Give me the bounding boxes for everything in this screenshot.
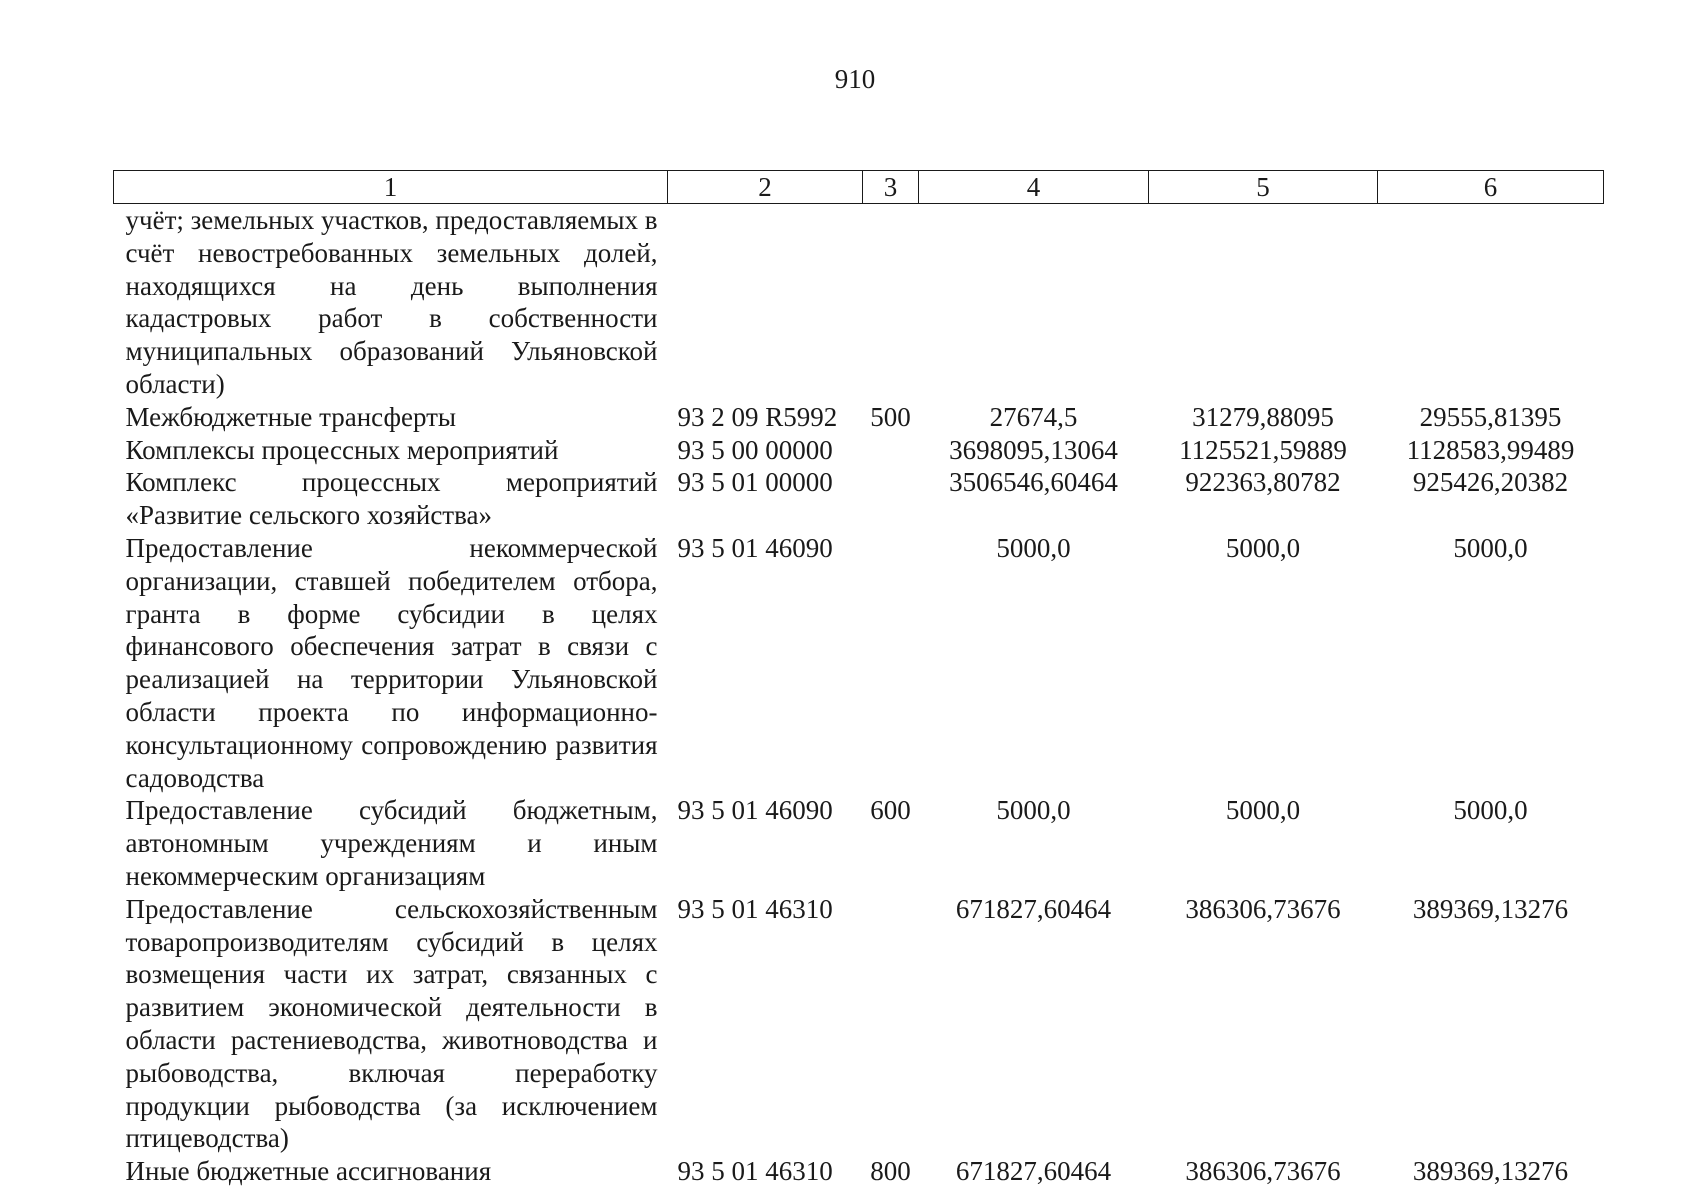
table-row (114, 434, 1604, 467)
row-value-6: 5000,0 (1453, 795, 1528, 826)
row-expense-type (863, 434, 919, 467)
row-code: 93 5 01 46310 (677, 893, 833, 924)
row-value-5: 922363,80782 (1185, 467, 1341, 498)
header-row (114, 171, 1604, 204)
row-expense-type (863, 893, 919, 1155)
row-expense-type: 500 (870, 401, 911, 432)
row-expense-type (863, 532, 919, 794)
row-value-6: 925426,20382 (1412, 467, 1569, 498)
table-row (114, 204, 1604, 401)
row-value-4 (919, 204, 1149, 401)
row-value-5: 31279,88095 (1192, 401, 1334, 432)
row-code: 93 5 01 46310 (677, 1156, 833, 1187)
row-name: Межбюджетные трансферты (125, 401, 457, 432)
row-code: 93 5 00 00000 (677, 434, 833, 465)
row-expense-type (863, 204, 919, 401)
table-row (114, 1155, 1604, 1188)
table-row (114, 466, 1604, 532)
row-name: Предоставление субсидий бюджетным, автономным учреждениям и иным некоммерческим организациям (125, 795, 658, 891)
row-code (668, 204, 863, 401)
row-expense-type: 600 (870, 795, 911, 826)
row-name: Комплексы процессных мероприятий (125, 434, 559, 465)
row-value-5: 5000,0 (1225, 795, 1301, 826)
table-body (114, 204, 1604, 1188)
column-header-1: 1 (114, 171, 668, 204)
row-value-5: 386306,73676 (1185, 1156, 1341, 1187)
table-row (114, 532, 1604, 794)
row-value-4: 671827,60464 (955, 1156, 1112, 1187)
row-expense-type (863, 466, 919, 532)
row-name: Предоставление некоммерческой организации, ставшей победителем отбора, гранта в форме субсидии в целях финансового обеспечения затрат в связи с реализацией на территории Ульяновской области проекта по информационно-консультационному сопровождению развития садоводства (125, 532, 658, 793)
row-value-6: 5000,0 (1453, 532, 1528, 563)
row-code: 93 5 01 00000 (677, 467, 833, 498)
row-value-4: 3698095,13064 (949, 434, 1118, 465)
row-name: Комплекс процессных мероприятий «Развитие сельского хозяйства» (125, 467, 658, 531)
row-value-4: 671827,60464 (955, 893, 1112, 924)
row-name: Предоставление сельскохозяйственным товаропроизводителям субсидий в целях возмещения части их затрат, связанных с развитием экономической деятельности в области растениеводства, животноводства и рыбоводства, включая переработку продукции рыбоводства (за исключением птицеводства) (125, 893, 658, 1154)
column-header-5: 5 (1149, 171, 1378, 204)
column-header-3: 3 (863, 171, 919, 204)
row-value-6 (1378, 204, 1604, 401)
row-value-6: 389369,13276 (1412, 893, 1569, 924)
row-value-6: 1128583,99489 (1406, 434, 1575, 465)
table-header (114, 171, 1604, 204)
row-value-5 (1149, 204, 1378, 401)
column-header-4: 4 (919, 171, 1149, 204)
row-name: Иные бюджетные ассигнования (125, 1156, 492, 1187)
table-row (114, 794, 1604, 892)
column-header-6: 6 (1378, 171, 1604, 204)
row-code: 93 2 09 R5992 (677, 401, 838, 432)
page-number: 910 (834, 64, 876, 94)
row-value-5: 5000,0 (1225, 532, 1301, 563)
row-expense-type: 800 (870, 1156, 911, 1187)
row-value-4: 27674,5 (989, 401, 1078, 432)
row-value-5: 1125521,59889 (1179, 434, 1347, 465)
row-value-4: 3506546,60464 (949, 467, 1118, 498)
table-row (114, 893, 1604, 1155)
row-value-4: 5000,0 (996, 532, 1071, 563)
row-value-5: 386306,73676 (1185, 893, 1341, 924)
budget-table (113, 170, 1604, 1188)
row-value-4: 5000,0 (996, 795, 1071, 826)
column-header-2: 2 (668, 171, 863, 204)
row-code: 93 5 01 46090 (677, 532, 833, 563)
table-row (114, 401, 1604, 434)
row-value-6: 29555,81395 (1419, 401, 1562, 432)
row-value-6: 389369,13276 (1412, 1156, 1569, 1187)
row-code: 93 5 01 46090 (677, 795, 833, 826)
row-name: учёт; земельных участков, предоставляемых в счёт невостребованных земельных долей, находящихся на день выполнения кадастровых работ в собственности муниципальных образований Ульяновской области) (125, 205, 658, 399)
